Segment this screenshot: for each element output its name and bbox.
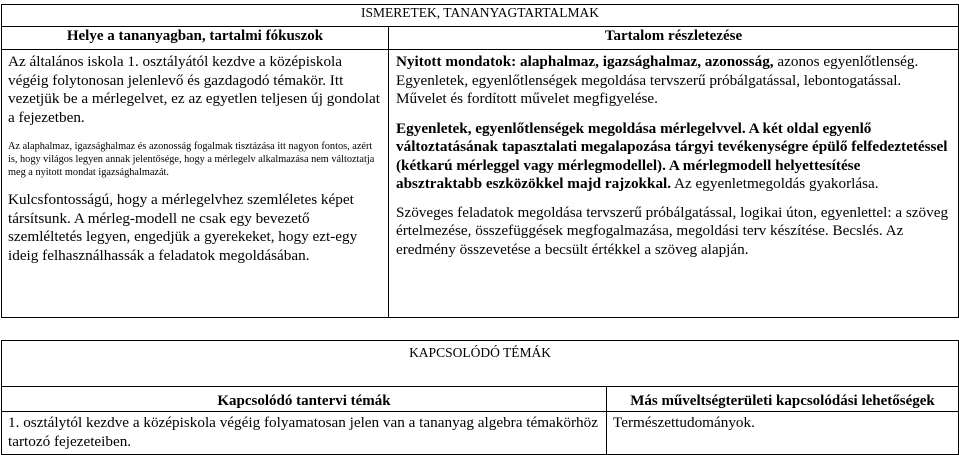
placement-note: Az alaphalmaz, igazsághalmaz és azonosság fogalmak tisztázása itt nagyon fontos, azért is, hogy világos legyen annak jelentősége, hogy a mérlegelv alkalmazása nem változtatja meg a nyitott mondat igazsághalmazát. bbox=[8, 141, 375, 178]
other-areas-body: Természettudományok. bbox=[607, 412, 959, 455]
other-areas-header: Más műveltségterületi kapcsolódási lehetőségek bbox=[607, 387, 959, 412]
placement-header: Helye a tananyagban, tartalmi fókuszok bbox=[2, 27, 389, 50]
details-paragraph-1-bold: Nyitott mondatok: alaphalmaz, igazsághalmaz, azonosság, bbox=[396, 53, 774, 70]
details-paragraph-1 bbox=[396, 53, 950, 109]
placement-cell bbox=[2, 50, 389, 318]
details-paragraph-2-rest: Az egyenletmegoldás gyakorlása. bbox=[671, 175, 879, 192]
placement-paragraph-1: Az általános iskola 1. osztályától kezdve a középiskola végéig folytonosan jelenlevő és gazdagodó témakör. Itt vezetjük be a mérlegelvet, ez az egyetlen teljesen új gondolat a fejezetben. bbox=[8, 53, 380, 126]
content-table bbox=[1, 4, 959, 318]
content-table-title: ISMERETEK, TANANYAGTARTALMAK bbox=[2, 5, 959, 27]
placement-paragraph-3: Kulcsfontosságú, hogy a mérlegelvhez szemléletes képet társítsunk. A mérleg-modell ne csak egy bevezető szemléltetés legyen, engedjük a gyerekeket, hogy ezt-egy ideig felhasználhassák a feladatok megoldásában. bbox=[8, 191, 358, 264]
details-cell bbox=[389, 50, 959, 318]
curriculum-topics-header: Kapcsolódó tantervi témák bbox=[2, 387, 607, 412]
details-paragraph-1-rest: azonos egyenlőtlenség. Egyenletek, egyenlőtlenségek megoldása tervszerű próbálgatással, lebontogatással. Művelet és fordított művelet megfigyelése. bbox=[396, 53, 919, 107]
curriculum-topics-body: 1. osztálytól kezdve a középiskola végéig folyamatosan jelen van a tananyag algebra témakörhöz tartozó fejezeteiben. bbox=[2, 412, 607, 455]
details-paragraph-2-bold: Egyenletek, egyenlőtlenségek megoldása mérlegelvvel. A két oldal egyenlő változtatásának tapasztalati megalapozása tárgyi tevékenységre épülő felfedeztetéssel (kétkarú mérleggel vagy mérlegmodellel). A mérlegmodell helyettesítése absztraktabb eszközökkel majd rajzokkal. bbox=[396, 119, 948, 192]
details-header: Tartalom részletezése bbox=[389, 27, 959, 50]
details-paragraph-2 bbox=[396, 120, 950, 194]
related-topics-title: KAPCSOLÓDÓ TÉMÁK bbox=[2, 341, 959, 387]
related-topics-table bbox=[1, 340, 959, 455]
details-paragraph-3: Szöveges feladatok megoldása tervszerű próbálgatással, logikai úton, egyenlettel: a szöveg értelmezése, összefüggések megfogalmazása, megoldási terv készítése. Becslés. Az eredmény összevetése a becsült értékkel a szöveg alapján. bbox=[396, 203, 949, 258]
